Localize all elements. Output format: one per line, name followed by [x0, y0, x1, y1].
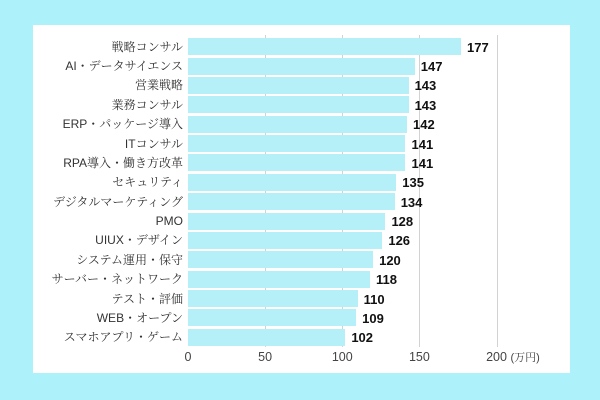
chart-row — [33, 231, 570, 250]
category-label: AI・データサイエンス — [65, 59, 183, 74]
bar — [188, 116, 407, 133]
x-tick-label-50: 50 — [258, 350, 273, 364]
bar-track — [188, 154, 570, 171]
category-label: サーバー・ネットワーク — [51, 272, 183, 287]
value-label: 147 — [420, 59, 443, 75]
bar — [188, 58, 415, 75]
chart-row — [33, 37, 570, 56]
category-label: スマホアプリ・ゲーム — [63, 330, 183, 345]
chart-row — [33, 134, 570, 153]
chart-row — [33, 270, 570, 289]
value-label: 110 — [363, 291, 385, 307]
value-label: 109 — [362, 310, 384, 326]
value-label: 143 — [414, 78, 437, 94]
value-label: 143 — [414, 97, 437, 113]
bar — [188, 309, 356, 326]
chart-row — [33, 153, 570, 172]
bar-track — [188, 329, 570, 346]
value-label: 102 — [351, 330, 374, 346]
bar-track — [188, 290, 570, 307]
chart-row — [33, 192, 570, 211]
chart-row — [33, 76, 570, 95]
value-label: 141 — [411, 136, 434, 152]
bar-track — [188, 271, 570, 288]
bar-track — [188, 135, 570, 152]
bar — [188, 290, 358, 307]
x-tick-label-0: 0 — [184, 350, 192, 364]
chart-row — [33, 95, 570, 114]
x-axis — [33, 349, 570, 369]
bar — [188, 329, 345, 346]
value-label: 128 — [391, 214, 414, 230]
value-label: 177 — [467, 39, 489, 55]
bar-track — [188, 251, 570, 268]
bar-track — [188, 232, 570, 249]
chart-row — [33, 173, 570, 192]
category-label: 業務コンサル — [111, 97, 183, 112]
x-tick-label-100: 100 — [331, 350, 353, 364]
bar-track — [188, 116, 570, 133]
category-label: システム運用・保守 — [76, 252, 183, 267]
category-label: セキュリティ — [112, 175, 183, 190]
bar — [188, 77, 409, 94]
bar-track — [188, 309, 570, 326]
x-tick-label-200: 200 — [486, 350, 507, 364]
value-label: 135 — [402, 175, 424, 191]
value-label: 120 — [379, 252, 401, 268]
bar — [188, 174, 396, 191]
chart-row — [33, 211, 570, 230]
category-label: デジタルマーケティング — [53, 194, 183, 209]
chart-row — [33, 56, 570, 75]
chart-row — [33, 308, 570, 327]
bar — [188, 154, 405, 171]
category-label: 営業戦略 — [134, 78, 183, 93]
chart-row — [33, 250, 570, 269]
value-label: 134 — [400, 194, 423, 210]
bar-rows — [33, 37, 570, 347]
bar — [188, 251, 373, 268]
chart-row — [33, 115, 570, 134]
bar-track — [188, 38, 570, 55]
category-label: RPA導入・働き方改革 — [63, 155, 183, 170]
category-label: PMO — [155, 214, 183, 229]
category-label: 戦略コンサル — [111, 39, 183, 54]
value-label: 141 — [411, 155, 434, 171]
bar — [188, 38, 461, 55]
bar-track — [188, 174, 570, 191]
bar — [188, 271, 370, 288]
value-label: 126 — [388, 233, 411, 249]
x-axis-unit-label: (万円) — [510, 352, 540, 364]
category-label: ITコンサル — [124, 136, 183, 151]
bar — [188, 135, 405, 152]
bar-track — [188, 58, 570, 75]
category-label: UIUX・デザイン — [95, 233, 183, 248]
bar-track — [188, 193, 570, 210]
bar-track — [188, 77, 570, 94]
x-tick-label-150: 150 — [408, 350, 430, 364]
bar-track — [188, 96, 570, 113]
category-label: WEB・オープン — [96, 310, 183, 325]
category-label: ERP・パッケージ導入 — [62, 117, 183, 132]
chart-row — [33, 289, 570, 308]
category-label: テスト・評価 — [111, 291, 183, 306]
bar — [188, 193, 395, 210]
chart-card — [33, 25, 570, 373]
bar — [188, 213, 385, 230]
bar — [188, 232, 382, 249]
chart-row — [33, 328, 570, 347]
bar — [188, 96, 409, 113]
bar-track — [188, 213, 570, 230]
value-label: 118 — [376, 272, 397, 288]
value-label: 142 — [413, 117, 435, 133]
